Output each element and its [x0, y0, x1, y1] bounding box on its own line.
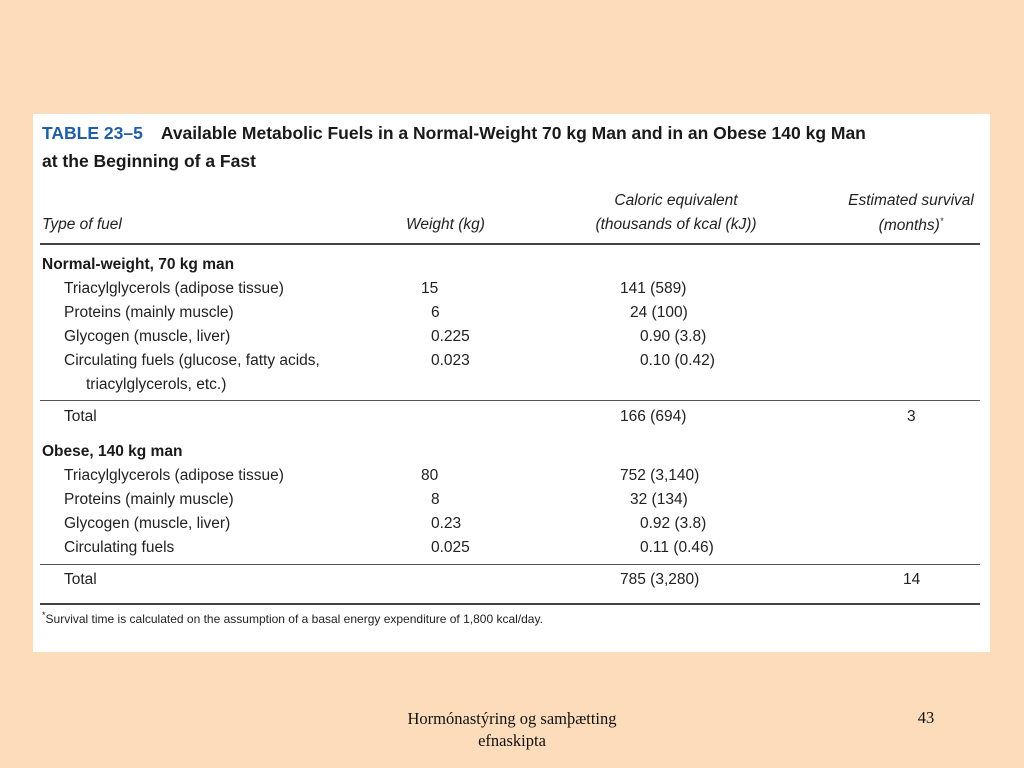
row-weight: 0.023 [431, 352, 470, 369]
row-fuel: Glycogen (muscle, liver) [64, 328, 231, 345]
row-fuel: Circulating fuels [64, 539, 175, 556]
total-caloric: 785 (3,280) [620, 571, 700, 588]
total-survival: 3 [907, 408, 916, 425]
row-fuel: Proteins (mainly muscle) [64, 304, 234, 321]
row-caloric: 0.11 (0.46) [640, 539, 714, 556]
header-type-of-fuel: Type of fuel [42, 216, 122, 233]
total-rule [40, 564, 980, 565]
footer-rule [40, 603, 980, 605]
row-weight: 0.225 [431, 328, 470, 345]
row-fuel: Glycogen (muscle, liver) [64, 515, 231, 532]
header-caloric-line1: Caloric equivalent [614, 192, 738, 209]
group-label: Normal-weight, 70 kg man [42, 256, 235, 273]
row-fuel-continued: triacylglycerols, etc.) [86, 376, 227, 393]
row-weight: 0.025 [431, 539, 470, 556]
row-weight: 80 [421, 467, 439, 484]
slide-page-number: 43 [917, 708, 935, 727]
table-title [42, 123, 866, 144]
header-rule [40, 243, 980, 245]
row-weight: 6 [431, 304, 440, 321]
slide-footer-title [354, 708, 670, 752]
table-number: TABLE 23–5 [42, 123, 143, 143]
row-caloric: 141 (589) [620, 280, 687, 297]
table-footnote: *Survival time is calculated on the assumption of a basal energy expenditure of 1,800 kcal/day. [42, 610, 543, 626]
total-caloric: 166 (694) [620, 408, 687, 425]
row-fuel: Proteins (mainly muscle) [64, 491, 234, 508]
row-weight: 0.23 [431, 515, 462, 532]
row-caloric: 752 (3,140) [620, 467, 700, 484]
row-caloric: 24 (100) [630, 304, 688, 321]
table-title-text: Available Metabolic Fuels in a Normal-Weight 70 kg Man and in an Obese 140 kg Man [160, 123, 866, 143]
row-weight: 8 [431, 491, 440, 508]
row-fuel: Circulating fuels (glucose, fatty acids, [64, 352, 320, 369]
row-caloric: 0.90 (3.8) [640, 328, 707, 345]
row-weight: 15 [421, 280, 439, 297]
row-fuel: Triacylglycerols (adipose tissue) [64, 280, 284, 297]
group-label: Obese, 140 kg man [42, 443, 183, 460]
table-panel [33, 114, 990, 652]
header-caloric-line2: (thousands of kcal (kJ)) [595, 216, 757, 233]
footer-title-line1: Hormónastýring og samþætting [407, 709, 617, 728]
header-survival-line1: Estimated survival [848, 192, 974, 209]
total-label: Total [64, 571, 97, 588]
header-survival-line2: (months)* [878, 216, 944, 235]
row-caloric: 32 (134) [630, 491, 688, 508]
total-label: Total [64, 408, 97, 425]
header-weight: Weight (kg) [406, 216, 485, 233]
table-title-continued: at the Beginning of a Fast [42, 151, 256, 171]
footer-title-line2: efnaskipta [478, 731, 546, 750]
row-caloric: 0.10 (0.42) [640, 352, 715, 369]
row-fuel: Triacylglycerols (adipose tissue) [64, 467, 284, 484]
row-caloric: 0.92 (3.8) [640, 515, 707, 532]
total-survival: 14 [903, 571, 921, 588]
total-rule [40, 400, 980, 401]
